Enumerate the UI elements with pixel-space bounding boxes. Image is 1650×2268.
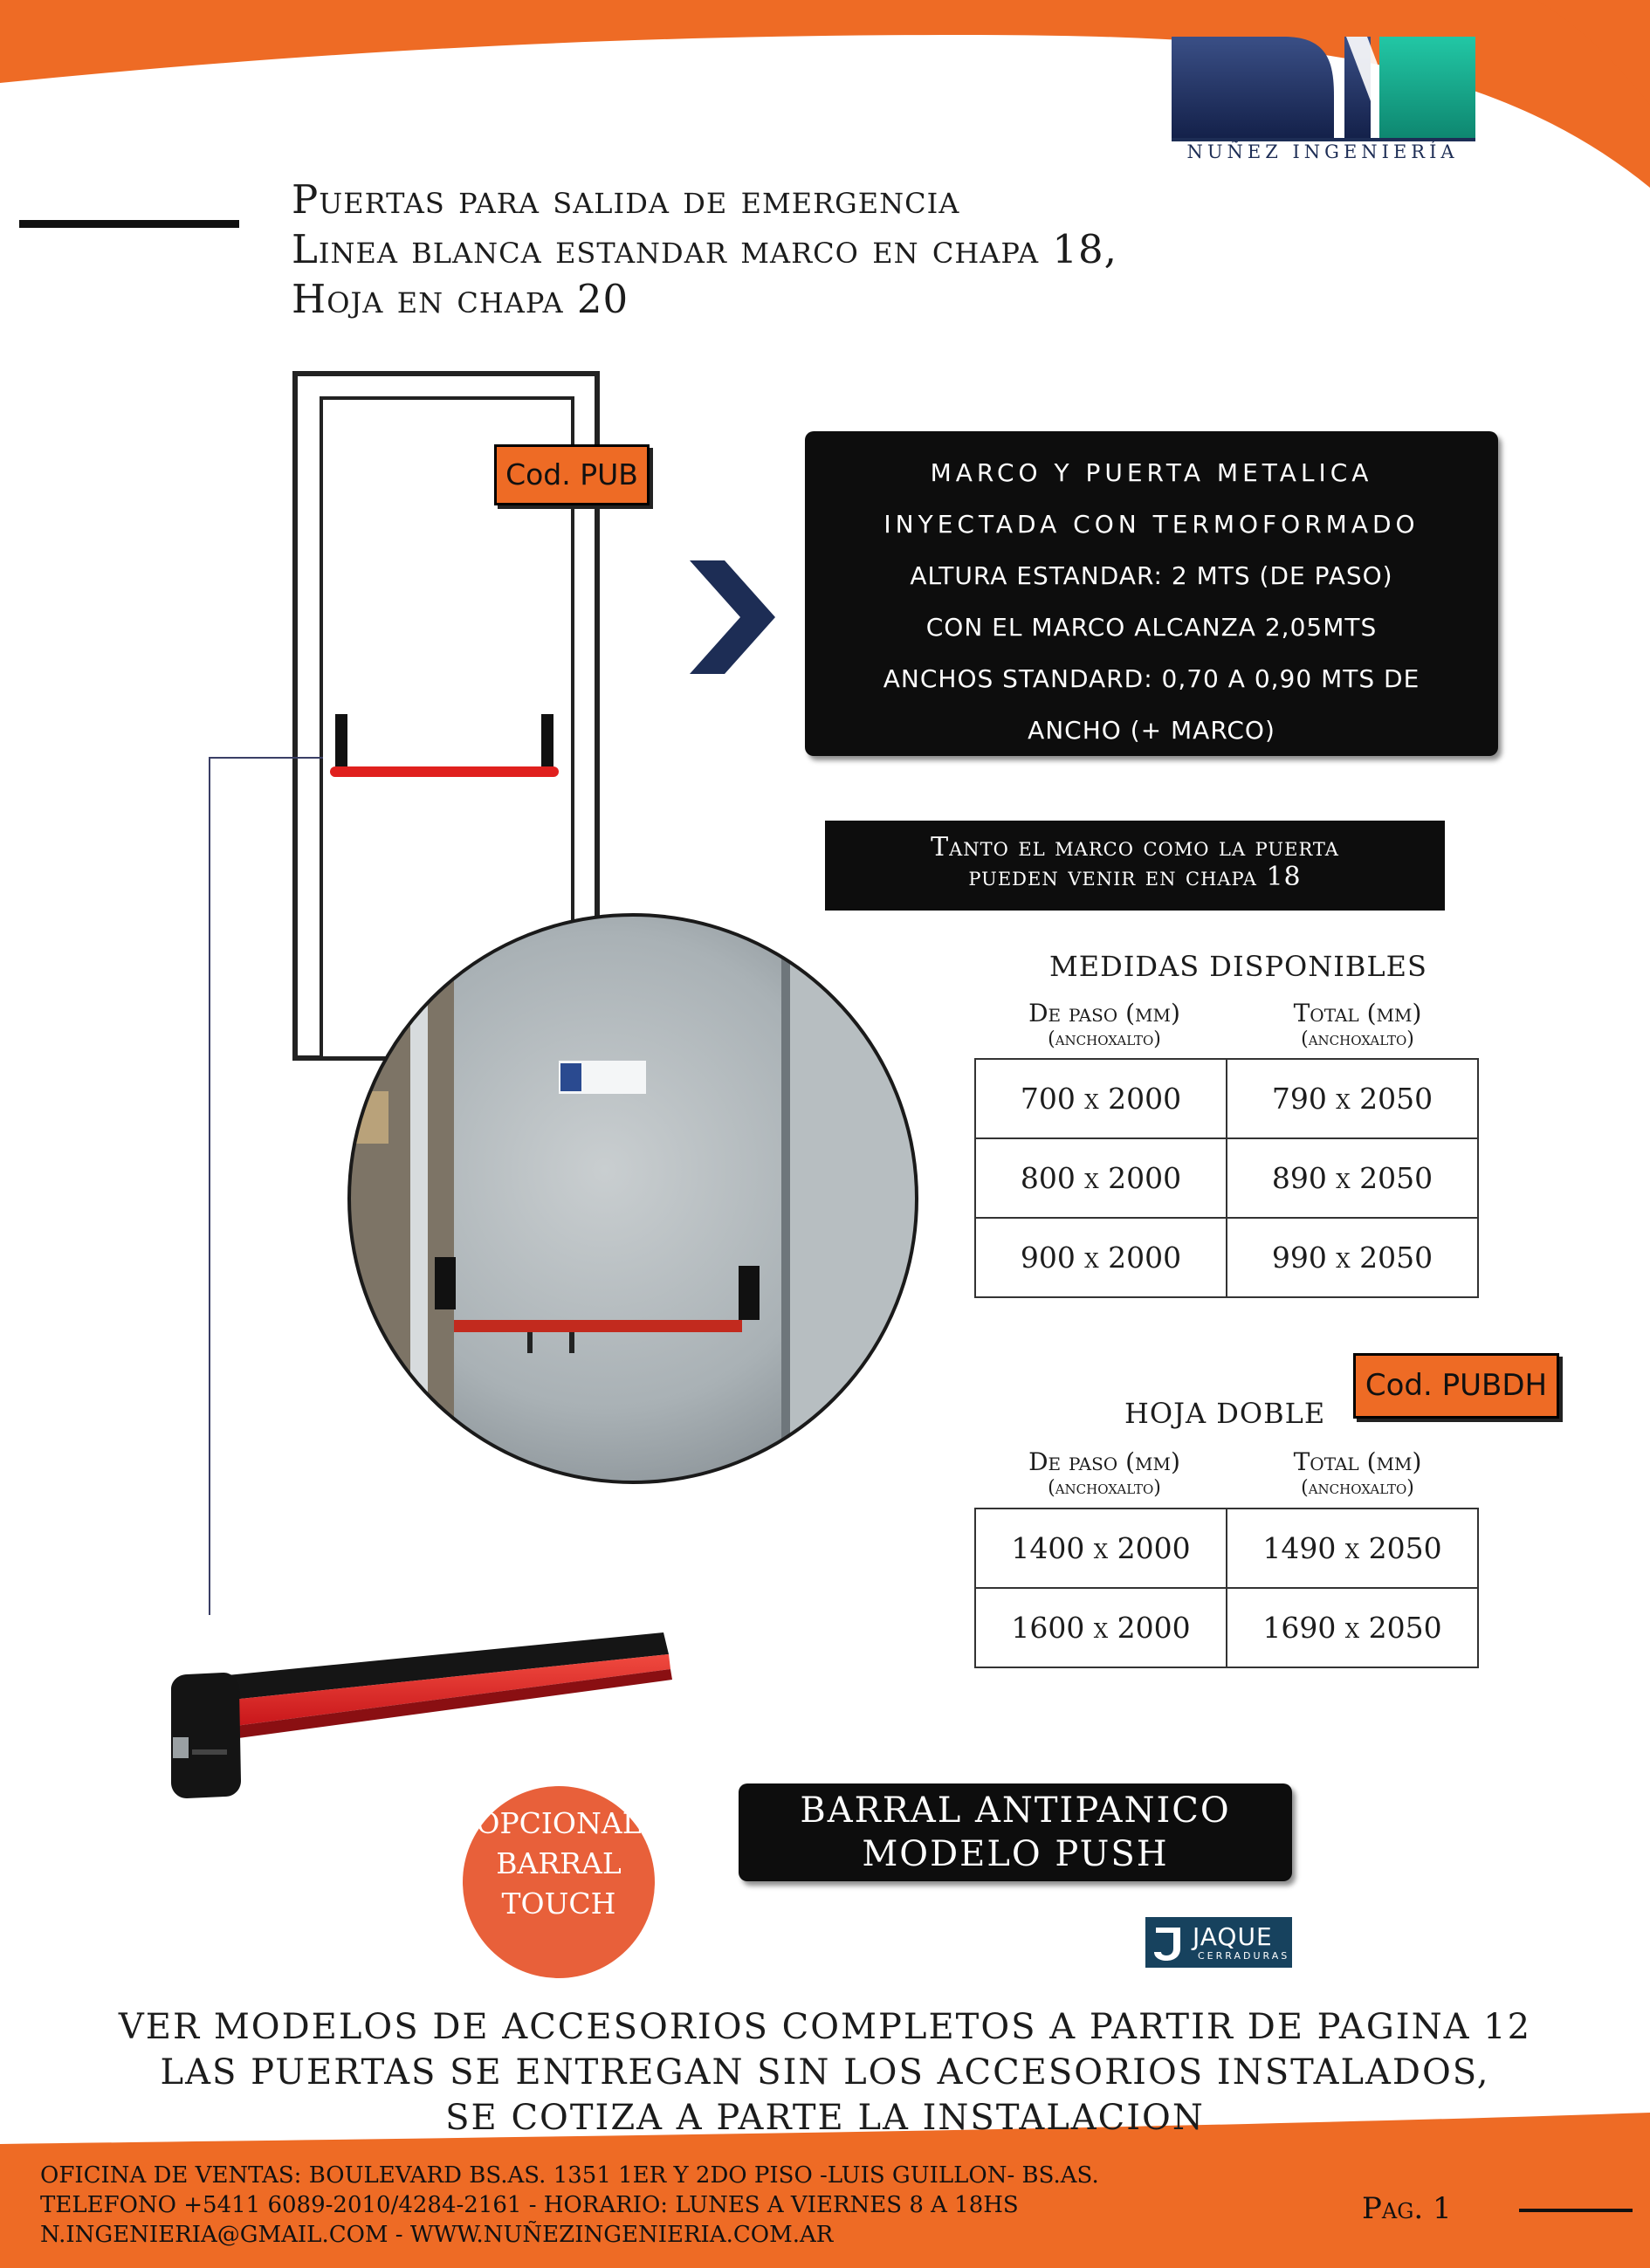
footer-contact bbox=[40, 2161, 1099, 2250]
measures-table bbox=[974, 1058, 1479, 1298]
supplier-logo-icon bbox=[1147, 1917, 1191, 1968]
title-rule bbox=[19, 220, 239, 228]
spec-line-6: ANCHO (+ MARCO) bbox=[1028, 716, 1275, 745]
footer-web: N.INGENIERIA@GMAIL.COM - WWW.NUÑEZINGENIERIA.COM.AR bbox=[40, 2222, 834, 2248]
spec-line-2: INYECTADA CON TERMOFORMADO bbox=[883, 510, 1420, 539]
chapa-note bbox=[825, 821, 1445, 911]
table-row bbox=[975, 1138, 1478, 1218]
double-col-head-total-sub: (anchoxalto) bbox=[1301, 1477, 1414, 1499]
barral-box bbox=[739, 1783, 1292, 1881]
measures-title: MEDIDAS DISPONIBLES bbox=[1049, 950, 1427, 983]
col-head-total bbox=[1231, 1000, 1484, 1053]
table-row bbox=[975, 1588, 1478, 1667]
door-photo bbox=[349, 915, 917, 1482]
table-cell: 700 x 2000 bbox=[975, 1059, 1227, 1138]
chapa-note-line-2: pueden venir en chapa 18 bbox=[968, 862, 1302, 892]
spec-line-5: ANCHOS STANDARD: 0,70 A 0,90 MTS DE bbox=[883, 664, 1420, 693]
company-name: NUÑEZ INGENIERÍA bbox=[1186, 141, 1459, 162]
footer-address: OFICINA DE VENTAS: BOULEVARD BS.AS. 1351 1ER Y 2DO PISO -LUIS GUILLON- BS.AS. bbox=[40, 2162, 1099, 2189]
note-line-1: VER MODELOS DE ACCESORIOS COMPLETOS A PARTIR DE PAGINA 12 bbox=[118, 2007, 1532, 2047]
page-title bbox=[292, 175, 1427, 324]
barral-line-2: MODELO PUSH bbox=[862, 1834, 1169, 1874]
col-head-total-label: Total (mm) bbox=[1293, 999, 1422, 1027]
title-line-2: Linea blanca estandar marco en chapa 18, bbox=[292, 226, 1117, 272]
page-rule bbox=[1519, 2209, 1633, 2212]
barral-line-1: BARRAL ANTIPANICO bbox=[800, 1790, 1231, 1831]
table-row bbox=[975, 1059, 1478, 1138]
table-cell: 800 x 2000 bbox=[975, 1138, 1227, 1218]
accessories-note bbox=[52, 2004, 1598, 2141]
col-head-paso bbox=[978, 1000, 1231, 1053]
double-col-head-paso-sub: (anchoxalto) bbox=[1048, 1477, 1161, 1499]
table-cell: 990 x 2050 bbox=[1227, 1218, 1478, 1297]
company-logo bbox=[1170, 37, 1475, 176]
double-col-head-paso bbox=[978, 1449, 1231, 1502]
footer-phone: TELEFONO +5411 6089-2010/4284-2161 - HORARIO: LUNES A VIERNES 8 A 18HS bbox=[40, 2192, 1019, 2218]
table-row bbox=[975, 1509, 1478, 1588]
spec-line-4: CON EL MARCO ALCANZA 2,05MTS bbox=[925, 613, 1378, 642]
push-bar-product bbox=[171, 1632, 672, 1798]
double-col-head-paso-label: De paso (mm) bbox=[1028, 1447, 1180, 1476]
specs-box bbox=[805, 431, 1498, 756]
chapa-note-line-1: Tanto el marco como la puerta bbox=[931, 832, 1339, 863]
page-number: Pag. 1 bbox=[1362, 2191, 1452, 2226]
table-cell: 890 x 2050 bbox=[1227, 1138, 1478, 1218]
table-cell: 1600 x 2000 bbox=[975, 1588, 1227, 1667]
title-line-1: Puertas para salida de emergencia bbox=[292, 176, 960, 223]
table-cell: 1400 x 2000 bbox=[975, 1509, 1227, 1588]
spec-line-3: ALTURA ESTANDAR: 2 MTS (DE PASO) bbox=[910, 561, 1393, 590]
table-cell: 1490 x 2050 bbox=[1227, 1509, 1478, 1588]
optional-touch-badge bbox=[463, 1786, 655, 1978]
product-code-double-badge: Cod. PUBDH bbox=[1353, 1353, 1559, 1419]
optional-line-2: BARRAL bbox=[496, 1846, 622, 1880]
table-cell: 900 x 2000 bbox=[975, 1218, 1227, 1297]
spec-line-1: MARCO Y PUERTA METALICA bbox=[930, 458, 1373, 487]
double-col-head-total-label: Total (mm) bbox=[1293, 1447, 1422, 1476]
col-head-paso-label: De paso (mm) bbox=[1028, 999, 1180, 1027]
optional-line-3: TOUCH bbox=[501, 1887, 616, 1921]
double-measures-table bbox=[974, 1508, 1479, 1668]
table-row bbox=[975, 1218, 1478, 1297]
title-line-3: Hoja en chapa 20 bbox=[292, 276, 629, 322]
table-cell: 1690 x 2050 bbox=[1227, 1588, 1478, 1667]
note-line-2: LAS PUERTAS SE ENTREGAN SIN LOS ACCESORIOS INSTALADOS, bbox=[160, 2052, 1490, 2093]
double-col-head-total bbox=[1231, 1449, 1484, 1502]
col-head-total-sub: (anchoxalto) bbox=[1301, 1028, 1414, 1050]
supplier-name: JAQUE bbox=[1193, 1922, 1273, 1951]
double-title: HOJA DOBLE bbox=[1124, 1397, 1326, 1430]
col-head-paso-sub: (anchoxalto) bbox=[1048, 1028, 1161, 1050]
chevron-right-icon bbox=[690, 560, 775, 674]
product-code-badge: Cod. PUB bbox=[494, 444, 650, 505]
supplier-logo bbox=[1145, 1917, 1292, 1968]
supplier-sub: CERRADURAS bbox=[1198, 1950, 1290, 1962]
note-line-3: SE COTIZA A PARTE LA INSTALACION bbox=[445, 2098, 1205, 2138]
table-cell: 790 x 2050 bbox=[1227, 1059, 1478, 1138]
optional-line-1: OPCIONAL bbox=[476, 1806, 642, 1840]
